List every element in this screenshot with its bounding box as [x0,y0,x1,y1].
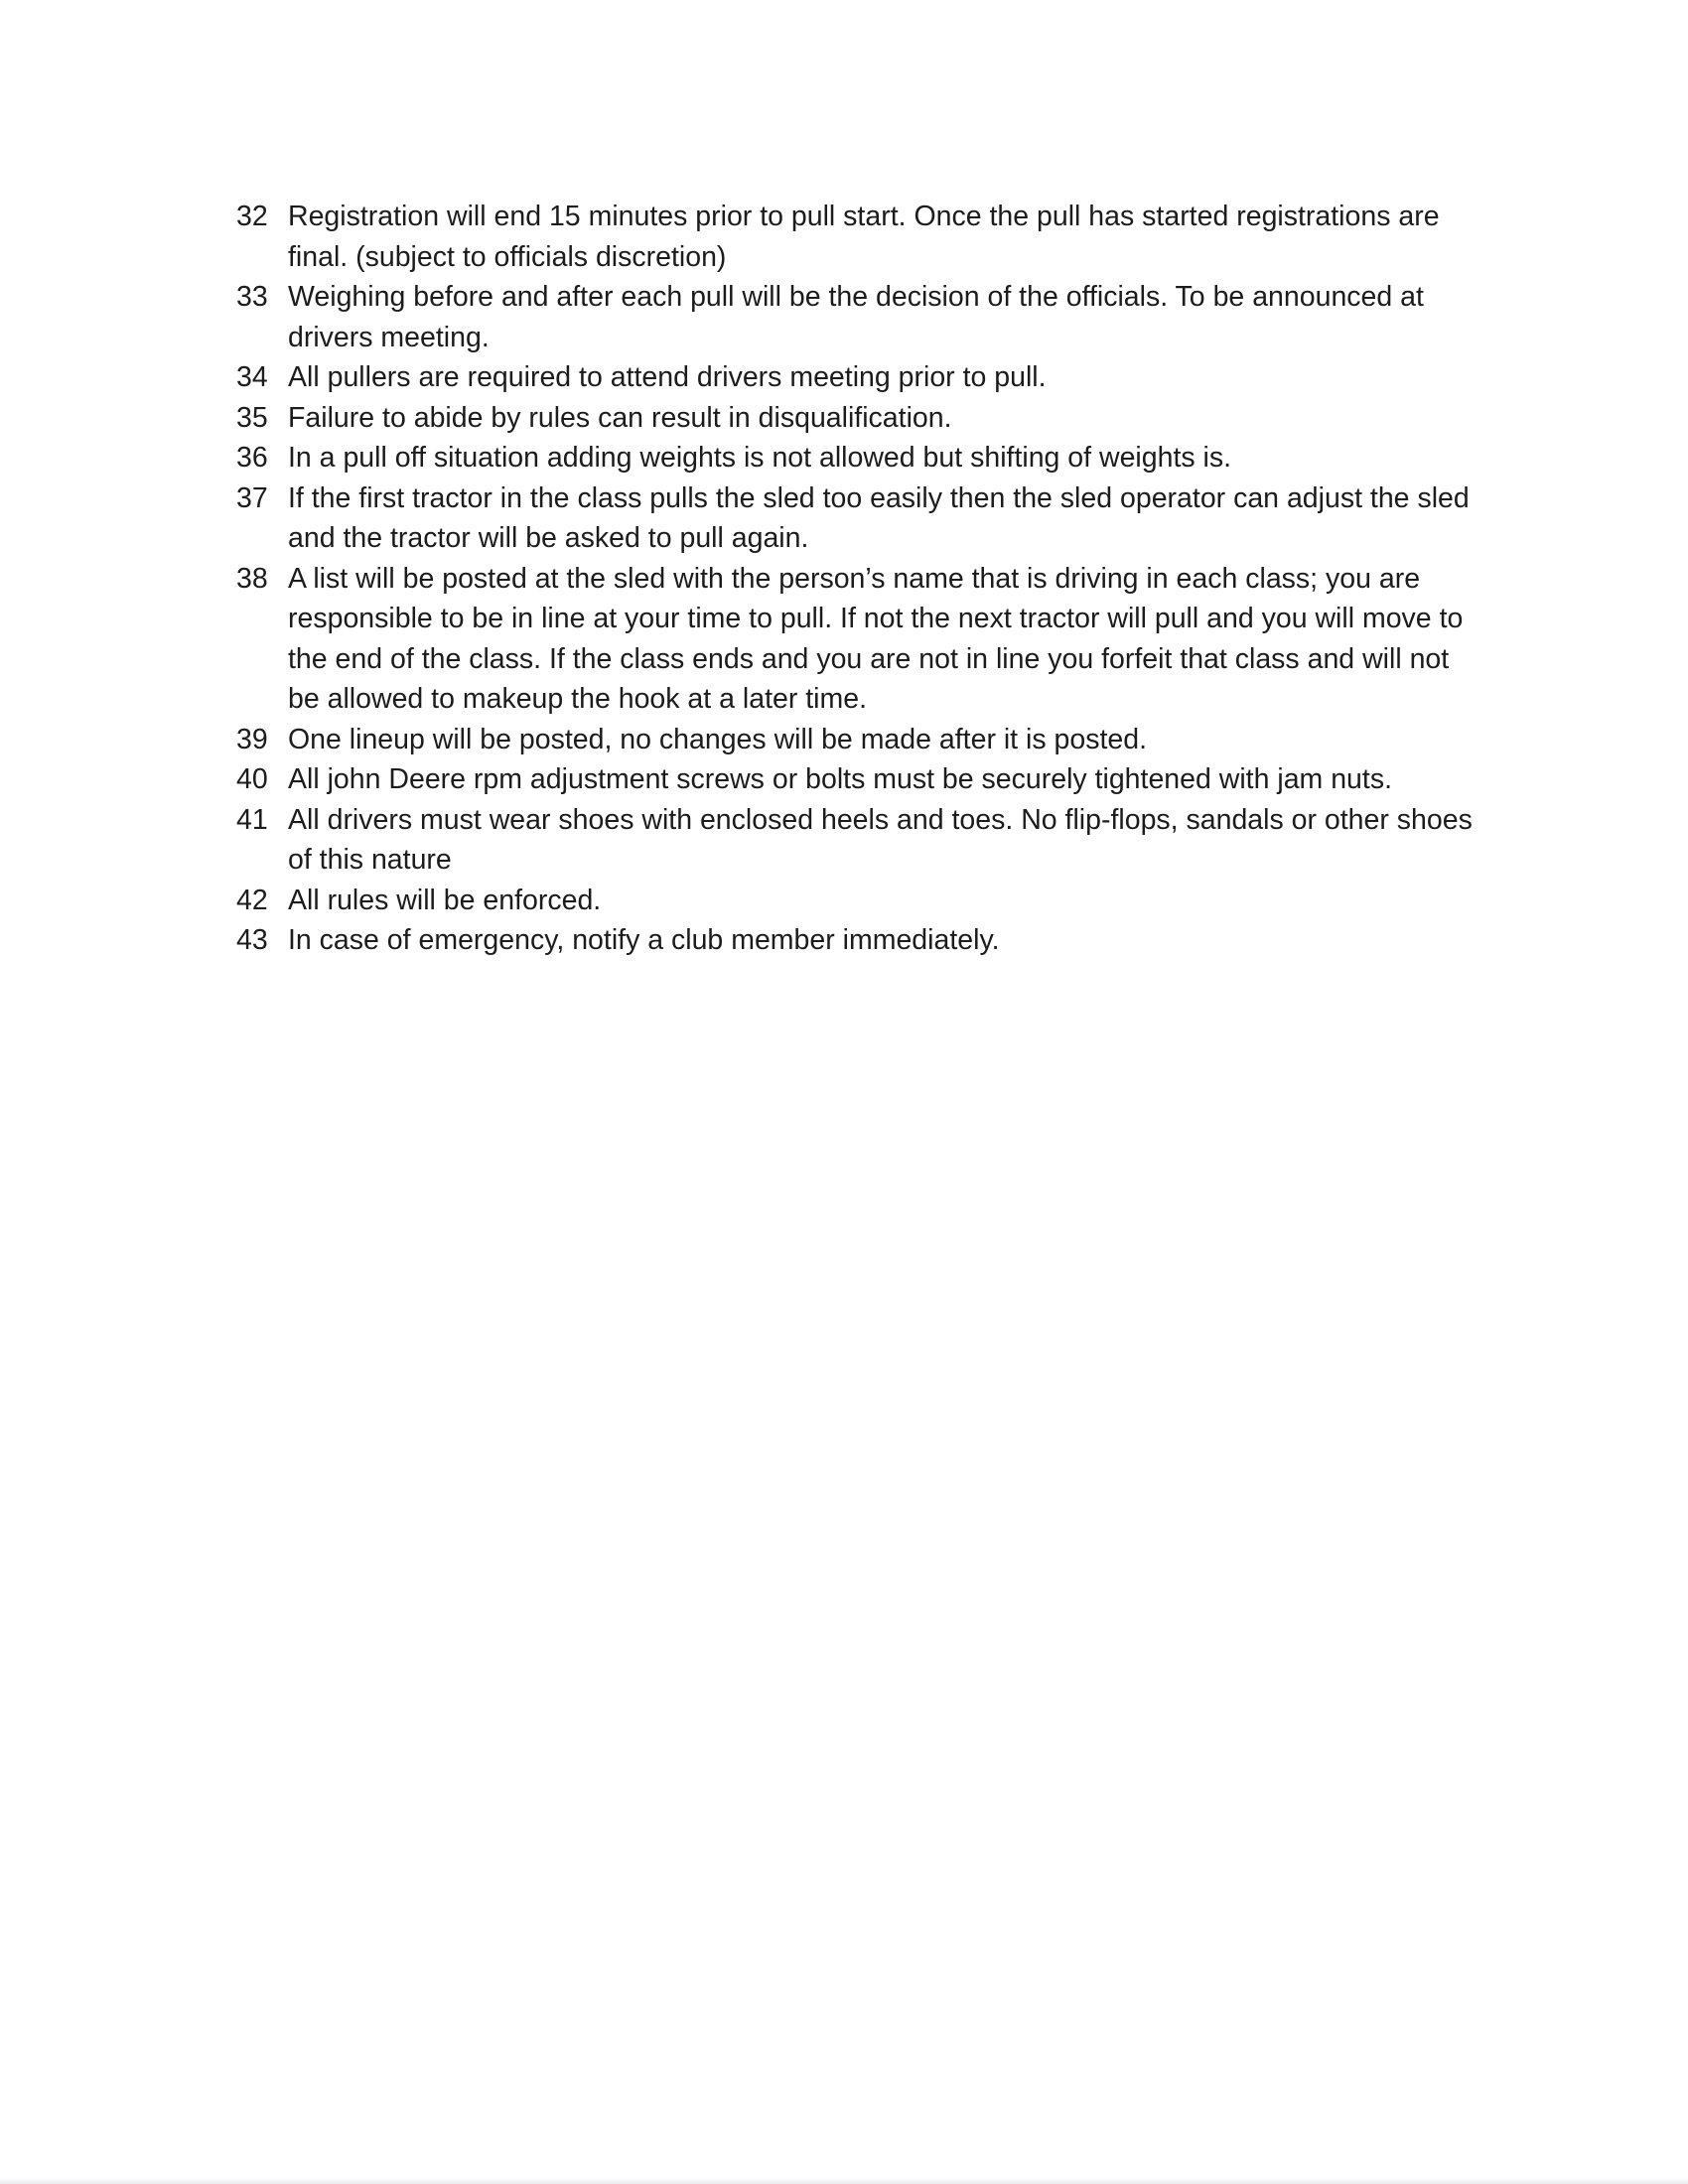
rule-item-36 [236,438,1487,478]
rule-item-38 [236,559,1487,720]
rule-item-43 [236,920,1487,961]
rule-number: 38 [236,562,268,595]
rule-text: In case of emergency, notify a club member immediately. [288,924,1000,956]
rule-number: 37 [236,481,268,514]
rule-number: 36 [236,442,268,474]
rule-text: One lineup will be posted, no changes will be made after it is posted. [288,723,1148,755]
rules-list [236,197,1487,961]
rule-text: A list will be posted at the sled with the person’s name that is driving in each class; you are responsible to be in line at your time to pull. If not the next tractor will pull and you will move to the end of the class. If the class ends and you are not in line you forfeit that class and will not be allowed to makeup the hook at a later time. [288,562,1464,715]
rule-item-35 [236,398,1487,439]
rule-item-34 [236,357,1487,398]
rule-text: In a pull off situation adding weights is not allowed but shifting of weights is. [288,442,1232,474]
rule-number: 39 [236,723,268,755]
rule-text: All rules will be enforced. [288,884,602,916]
rule-number: 42 [236,884,268,916]
rule-text: All john Deere rpm adjustment screws or bolts must be securely tightened with jam nuts. [288,763,1392,795]
rule-number: 33 [236,281,268,313]
rule-number: 35 [236,401,268,434]
rule-text: If the first tractor in the class pulls the sled too easily then the sled operator can adjust the sled and the tractor will be asked to pull again. [288,481,1470,554]
rule-number: 32 [236,201,268,232]
rule-text: Failure to abide by rules can result in disqualification. [288,401,952,434]
rule-text: All drivers must wear shoes with enclosed heels and toes. No flip-flops, sandals or other shoes of this nature [288,803,1473,876]
rule-text: Weighing before and after each pull will be the decision of the officials. To be announced at drivers meeting. [288,281,1424,353]
rule-item-32 [236,197,1487,277]
scan-bottom-edge [0,2178,1688,2184]
rule-number: 34 [236,361,268,393]
rule-text: Registration will end 15 minutes prior to pull start. Once the pull has started registrations are final. (subject to officials discretion) [288,201,1440,273]
rule-text: All pullers are required to attend drivers meeting prior to pull. [288,361,1047,393]
rule-item-39 [236,720,1487,760]
rule-item-33 [236,277,1487,357]
rule-number: 40 [236,763,268,795]
rule-item-42 [236,881,1487,921]
rule-item-40 [236,759,1487,800]
rule-number: 43 [236,924,268,956]
rule-item-41 [236,800,1487,881]
rule-item-37 [236,478,1487,559]
rule-number: 41 [236,803,268,836]
